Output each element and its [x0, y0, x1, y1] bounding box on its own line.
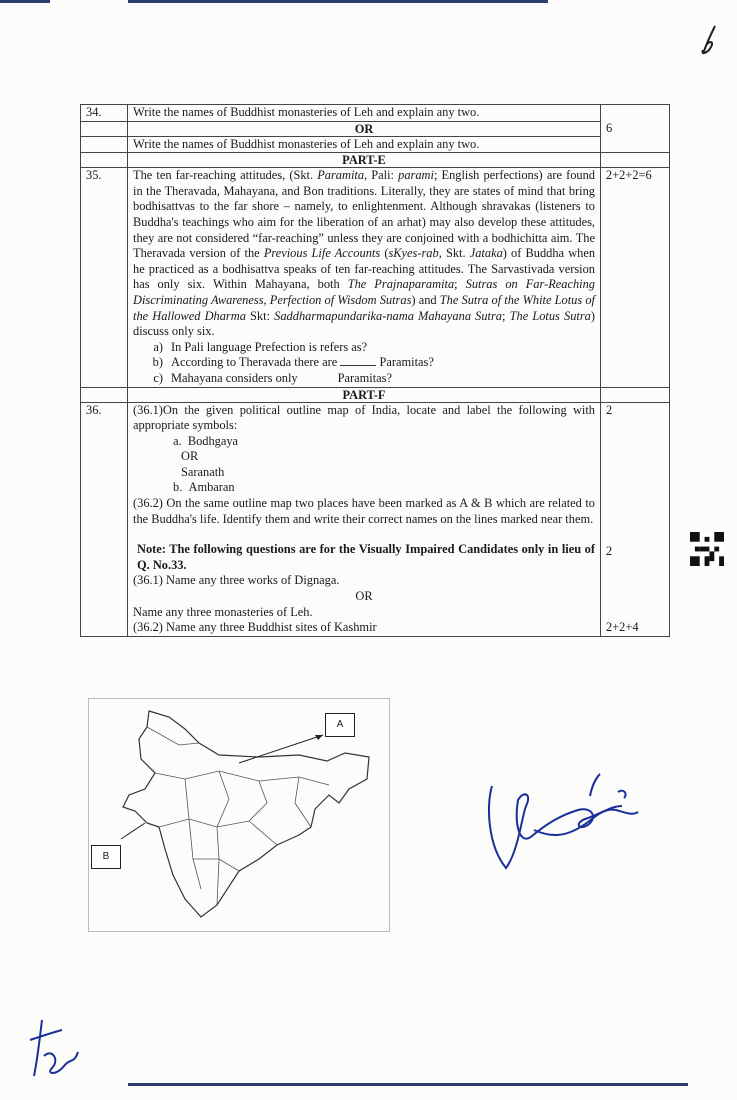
handwritten-initials: [22, 1016, 84, 1084]
map-label-b: B: [91, 845, 121, 869]
q35-subquestions: [149, 340, 595, 387]
q36-vi2: Name any three monasteries of Leh.: [133, 604, 313, 619]
q34-number: 34.: [81, 105, 128, 122]
part-f-heading: PART-F: [128, 387, 601, 402]
q34-alt-text: Write the names of Buddhist monasteries of Leh and explain any two.: [128, 136, 601, 153]
q34-or: OR: [128, 121, 601, 136]
answer-blank: [340, 355, 376, 366]
part-f-row: [81, 387, 670, 402]
question-table: [80, 104, 670, 637]
q35-sub-c: c) Mahayana considers only Paramitas?: [153, 370, 392, 385]
q36-marks-top: 2: [606, 402, 613, 417]
q36-intro: (36.1)On the given political outline map of India, locate and label the following with appropriate symbols:: [133, 402, 595, 433]
part-e-heading: PART-E: [128, 153, 601, 168]
q35-marks: 2+2+2=6: [601, 168, 670, 387]
qr-code-icon: [690, 532, 724, 566]
q36-vi-or: OR: [355, 589, 373, 604]
india-outline-map: [88, 698, 390, 932]
q36-item-a-alt: Saranath: [181, 464, 225, 479]
part-e-row: [81, 153, 670, 168]
q35-body: [128, 168, 601, 387]
q36-part2: (36.2) On the same outline map two places have been marked as A & B which are related to the Buddha's life. Identify them and write their correct names on the lines marked near them.: [133, 496, 595, 526]
q34-marks: [601, 105, 670, 153]
examiner-signature: [478, 766, 654, 876]
q35-row: [81, 168, 670, 387]
q36-body: [128, 402, 601, 636]
q36-item-b: b. Ambaran: [173, 480, 235, 495]
q36-marks-bottom: 2+2+4: [606, 619, 639, 634]
q36-note: Note: The following questions are for the Visually Impaired Candidates only in lieu of Q. No.33.: [137, 542, 595, 572]
q34-text: Write the names of Buddhist monasteries of Leh and explain any two.: [128, 105, 601, 122]
q36-item-a-or: OR: [181, 449, 199, 464]
q34-or-row: [81, 121, 670, 136]
corner-handwritten-mark: [693, 24, 723, 58]
q36-number: 36.: [81, 402, 128, 636]
q35-passage: The ten far-reaching attitudes, (Skt. Paramita, Pali: parami; English perfections) are found in the Theravada, Mahayana, and Bon traditions. Literally, they are states of mind that bring bodhisattvas to the far shore – namely, to enlightenment. Although shravakas (listeners to Buddha's teachings who aim for the liberation of an arhat) may also develop these attitudes, they are not considered “far-reaching” unless they are conjoined with a bodhichitta aim. The Theravada version of the Previous Life Accounts (sKyes-rab, Skt. Jataka) of Buddha when he practiced as a bodhisattva speaks of ten far-reaching attitudes. The Sarvastivada version has only six. Within Mahayana, both The Prajnaparamita; Sutras on Far-Reaching Discriminating Awareness, Perfection of Wisdom Sutras) and The Sutra of the White Lotus of the Hallowed Dharma Skt: Saddharmapundarika-nama Mahayana Sutra; The Lotus Sutra) discuss only six.: [133, 168, 596, 339]
q36-vi3: (36.2) Name any three Buddhist sites of Kashmir: [133, 620, 377, 635]
q36-marks: [601, 402, 670, 636]
q34-alt-row: [81, 136, 670, 153]
q36-vi1: (36.1) Name any three works of Dignaga.: [133, 573, 340, 588]
q35-sub-a: a) In Pali language Prefection is refers as?: [153, 339, 368, 354]
top-border-stroke: [0, 0, 50, 3]
q36-item-a: a. Bodhgaya: [173, 433, 239, 448]
q36-row: [81, 402, 670, 636]
map-label-a: A: [325, 713, 355, 737]
q34-marks-value: 6: [606, 120, 613, 135]
q35-number: 35.: [81, 168, 128, 387]
q36-marks-mid: 2: [606, 544, 613, 559]
bottom-border-rule: [128, 1083, 688, 1086]
top-border-rule: [128, 0, 548, 3]
q34-row: [81, 105, 670, 122]
q35-sub-b: b) According to Theravada there are Paramitas?: [152, 355, 434, 370]
